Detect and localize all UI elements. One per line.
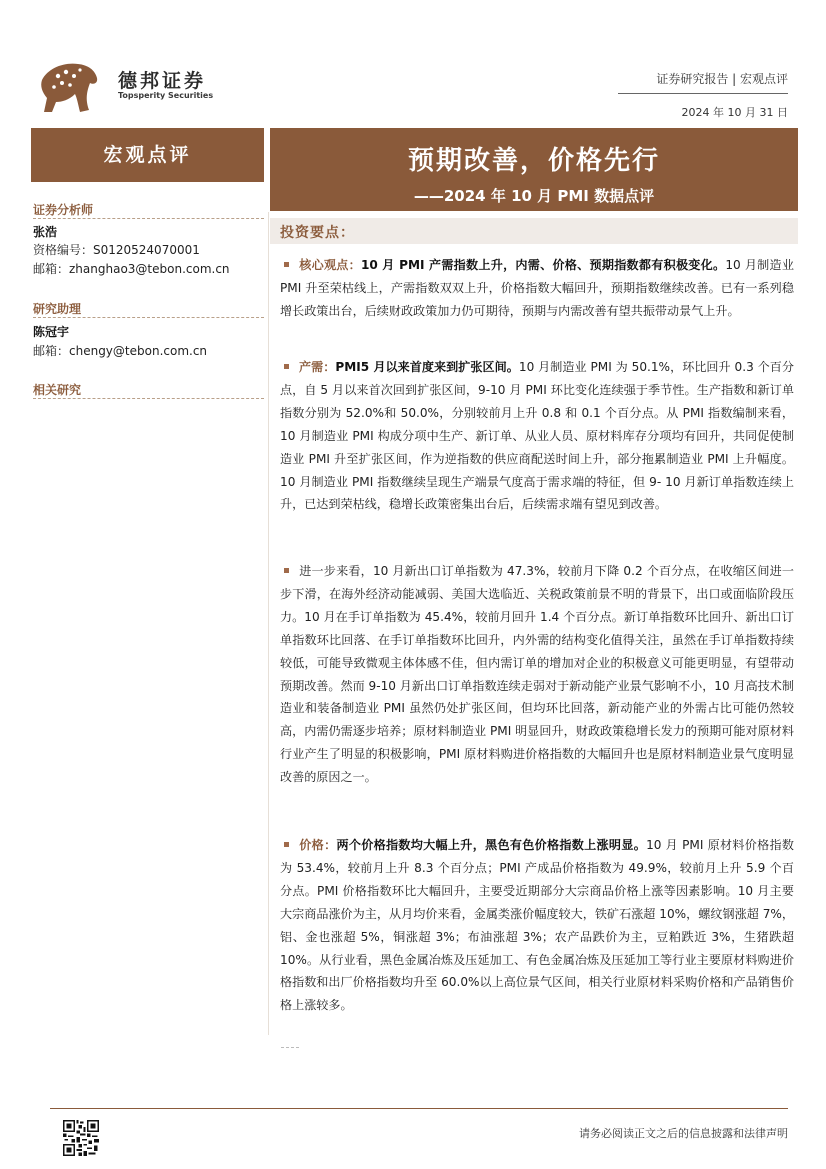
- analyst-divider: [33, 218, 264, 219]
- analyst-heading: 证券分析师: [33, 203, 94, 217]
- bullet-icon: [284, 364, 289, 369]
- supply-demand-paragraph: [280, 356, 794, 516]
- export-orders-paragraph: [280, 560, 794, 789]
- header-divider: [618, 93, 788, 94]
- report-type: 证券研究报告 | 宏观点评: [656, 72, 788, 86]
- paragraph-key-point: PMI5 月以来首度来到扩张区间。: [335, 360, 519, 374]
- analyst-name: 张浩: [33, 225, 58, 239]
- qr-code-icon: [63, 1120, 99, 1156]
- footer-divider: [50, 1108, 788, 1109]
- analyst-email[interactable]: 邮箱：zhanghao3@tebon.com.cn: [33, 262, 230, 276]
- page-title: 预期改善，价格先行: [407, 146, 660, 176]
- section-end-mark: [281, 1047, 299, 1048]
- related-research-heading: 相关研究: [33, 383, 82, 397]
- leopard-logo-icon: [38, 58, 100, 116]
- report-date: 2024 年 10 月 31 日: [681, 106, 788, 119]
- assistant-divider: [33, 317, 264, 318]
- paragraph-body: 10 月 PMI 原材料价格指数为 53.4%，较前月上升 8.3 个百分点；PMI 产成品价格指数为 49.9%，较前月上升 5.9 个百分点。PMI 价格指数环比大幅回升，主要受近期部分大宗商品价格上涨等因素影响。10 月主要大宗商品涨价为主，从月均价来看，金属类涨价幅度较大，铁矿石涨超 10%，螺纹钢涨超 7%，铝、金也涨超 5%，铜涨超 3%；布油涨超 3%；农产品跌价为主，豆粕跌近 3%，生猪跌超 10%。从行业看，黑色金属冶炼及压延加工、有色金属冶炼及压延加工等行业主要原材料购进价格指数和出厂价格指数均升至 60.0%以上高位景气区间，相关行业原材料采购价格和产品销售价格上涨较多。: [280, 838, 794, 1013]
- investment-highlights-bar: [270, 218, 798, 244]
- paragraph-body: 进一步来看，10 月新出口订单指数为 47.3%，较前月下降 0.2 个百分点，在收缩区间进一步下滑，在海外经济动能减弱、美国大选临近、关税政策前景不明的背景下，出口或面临阶段压力。10 月在手订单指数为 45.4%，较前月回升 1.4 个百分点。新订单指数环比回升、新出口订单指数环比回落、在手订单指数环比回升，内外需的结构变化值得关注，虽然在手订单指数持续较低，可能导致微观主体体感不佳，但内需订单的增加对企业的积极意义可能更明显，有望带动预期改善。然而 9-10 月新出口订单指数连续走弱对于新动能产业景气影响不小，10 月高技术制造业和装备制造业 PMI 虽然仍处扩张区间，但均环比回落，新动能产业的外需占比可能仍然较高，内需仍需逐步培养；原材料制造业 PMI 明显回升，财政政策稳增长发力的预期可能对原材料行业产生了明显的积极影响，PMI 原材料购进价格指数的大幅回升也是原材料制造业景气度明显改善的原因之一。: [280, 564, 794, 785]
- page-subtitle: ——2024 年 10 月 PMI 数据点评: [413, 187, 655, 205]
- investment-highlights-label: 投资要点：: [280, 225, 355, 241]
- paragraph-body: 10 月制造业 PMI 升至荣枯线上，产需指数双双上升，价格指数大幅回升，预期指数继续改善。已有一系列稳增长政策出台，后续财政政策加力仍可期待，预期与内需改善有望共振带动景气上升。: [280, 258, 794, 318]
- assistant-name: 陈冠宇: [33, 325, 70, 339]
- related-research-divider: [33, 398, 264, 399]
- bullet-icon: [284, 842, 289, 847]
- paragraph-lead: 价格：: [299, 838, 337, 852]
- company-name-english: Topsperity Securities: [118, 91, 214, 100]
- analyst-certificate: 资格编号：S0120524070001: [33, 243, 200, 257]
- core-view-paragraph: [280, 254, 794, 323]
- report-category: 宏观点评: [31, 128, 264, 182]
- assistant-heading: 研究助理: [33, 302, 82, 316]
- paragraph-lead: 核心观点：: [299, 258, 361, 272]
- title-banner: [270, 128, 798, 211]
- assistant-email[interactable]: 邮箱：chengy@tebon.com.cn: [33, 344, 208, 358]
- column-divider: [268, 212, 269, 1035]
- paragraph-lead: 产需：: [299, 360, 336, 374]
- paragraph-key-point: 两个价格指数均大幅上升，黑色有色价格指数上涨明显。: [336, 838, 647, 852]
- company-name: 德邦证券: [118, 70, 207, 92]
- price-paragraph: [280, 834, 794, 1017]
- legal-disclaimer: 请务必阅读正文之后的信息披露和法律声明: [579, 1127, 788, 1140]
- bullet-icon: [284, 568, 289, 573]
- paragraph-key-point: 10 月 PMI 产需指数上升，内需、价格、预期指数都有积极变化。: [361, 258, 726, 272]
- bullet-icon: [284, 262, 289, 267]
- paragraph-body: 10 月制造业 PMI 为 50.1%，环比回升 0.3 个百分点，自 5 月以来首次回到扩张区间，9-10 月 PMI 环比变化连续强于季节性。生产指数和新订单指数分别为 52.0%和 50.0%，分别较前月上升 0.8 和 0.1 个百分点。从 PMI 指数编制来看，10 月制造业 PMI 构成分项中生产、新订单、从业人员、原材料库存分项均有回升，共同促使制造业 PMI 升至扩张区间，作为逆指数的供应商配送时间上升，部分拖累制造业 PMI 上升幅度。10 月制造业 PMI 指数继续呈现生产端景气度高于需求端的特征，但 9- 10 月新订单指数连续上升，已达到荣枯线，稳增长政策密集出台后，后续需求端有望见到改善。: [280, 360, 794, 512]
